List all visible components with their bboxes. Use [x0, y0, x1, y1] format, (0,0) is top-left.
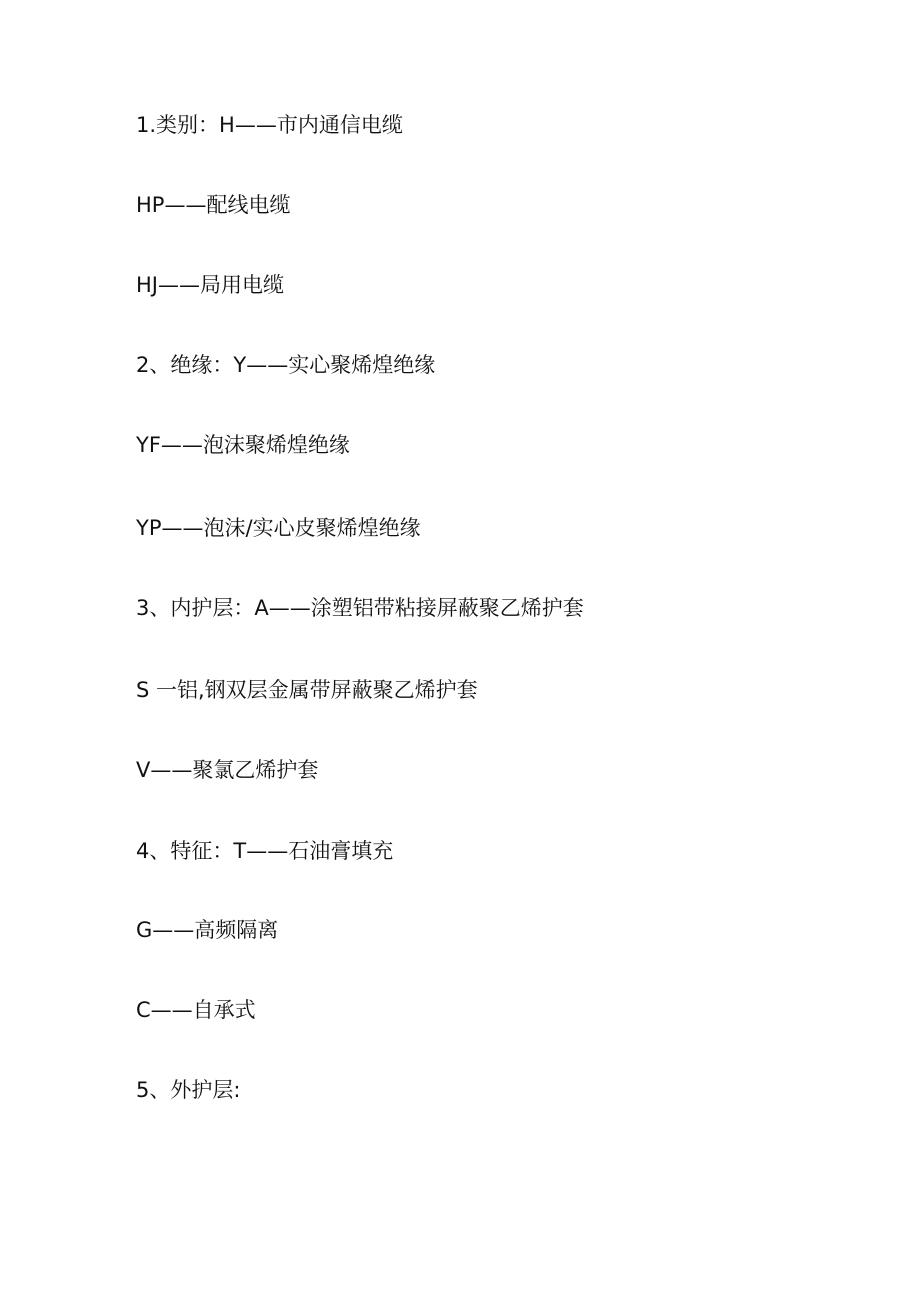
line-feature-t: 4、特征：T——石油膏填充 — [136, 839, 394, 863]
line-insulation-y: 2、绝缘：Y——实心聚烯煌绝缘 — [136, 353, 436, 377]
line-feature-c: C——自承式 — [136, 998, 256, 1022]
line-inner-sheath-s: S 一铝,钢双层金属带屏蔽聚乙烯护套 — [136, 678, 478, 702]
line-category-hj: HJ——局用电缆 — [136, 273, 284, 297]
line-inner-sheath-v: V——聚氯乙烯护套 — [136, 758, 319, 782]
line-category-h: 1.类别：H——市内通信电缆 — [136, 113, 403, 137]
line-inner-sheath-a: 3、内护层：A——涂塑铝带粘接屏蔽聚乙烯护套 — [136, 596, 584, 620]
line-feature-g: G——高频隔离 — [136, 918, 279, 942]
line-insulation-yp: YP——泡沫/实心皮聚烯煌绝缘 — [136, 516, 421, 540]
line-outer-sheath: 5、外护层: — [136, 1078, 241, 1102]
line-category-hp: HP——配线电缆 — [136, 193, 291, 217]
line-insulation-yf: YF——泡沫聚烯煌绝缘 — [136, 433, 350, 457]
